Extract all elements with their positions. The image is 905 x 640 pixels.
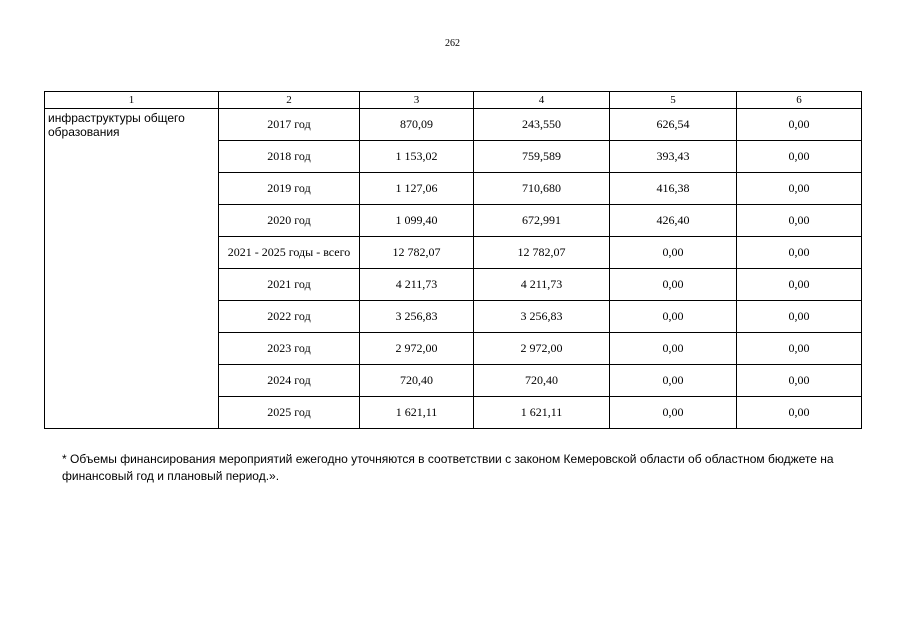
col5-cell: 416,38 <box>610 173 737 205</box>
col3-cell: 1 153,02 <box>360 141 474 173</box>
period-cell: 2020 год <box>219 205 360 237</box>
table-header-row <box>45 92 862 109</box>
col6-cell: 0,00 <box>737 205 862 237</box>
col3-cell: 3 256,83 <box>360 301 474 333</box>
col6-cell: 0,00 <box>737 237 862 269</box>
period-cell: 2025 год <box>219 397 360 429</box>
col6-cell: 0,00 <box>737 301 862 333</box>
period-cell: 2018 год <box>219 141 360 173</box>
column-header: 2 <box>219 92 360 109</box>
col4-cell: 12 782,07 <box>474 237 610 269</box>
col3-cell: 1 621,11 <box>360 397 474 429</box>
col4-cell: 710,680 <box>474 173 610 205</box>
col4-cell: 243,550 <box>474 109 610 141</box>
period-cell: 2021 год <box>219 269 360 301</box>
col4-cell: 3 256,83 <box>474 301 610 333</box>
col4-cell: 759,589 <box>474 141 610 173</box>
column-header: 1 <box>45 92 219 109</box>
col3-cell: 720,40 <box>360 365 474 397</box>
column-header: 6 <box>737 92 862 109</box>
col3-cell: 1 127,06 <box>360 173 474 205</box>
col3-cell: 4 211,73 <box>360 269 474 301</box>
footnote: * Объемы финансирования мероприятий ежегодно уточняются в соответствии с законом Кемеровской области об областном бюджете на финансовый год и плановый период.». <box>62 452 834 483</box>
financing-table <box>44 91 862 429</box>
col4-cell: 720,40 <box>474 365 610 397</box>
table-row <box>45 109 862 141</box>
col6-cell: 0,00 <box>737 269 862 301</box>
col6-cell: 0,00 <box>737 173 862 205</box>
col6-cell: 0,00 <box>737 397 862 429</box>
col5-cell: 0,00 <box>610 333 737 365</box>
period-cell: 2017 год <box>219 109 360 141</box>
col5-cell: 0,00 <box>610 237 737 269</box>
col6-cell: 0,00 <box>737 333 862 365</box>
col5-cell: 426,40 <box>610 205 737 237</box>
col4-cell: 2 972,00 <box>474 333 610 365</box>
col3-cell: 2 972,00 <box>360 333 474 365</box>
period-cell: 2024 год <box>219 365 360 397</box>
col4-cell: 1 621,11 <box>474 397 610 429</box>
period-cell: 2022 год <box>219 301 360 333</box>
col5-cell: 0,00 <box>610 397 737 429</box>
col3-cell: 870,09 <box>360 109 474 141</box>
col5-cell: 0,00 <box>610 301 737 333</box>
col6-cell: 0,00 <box>737 109 862 141</box>
col5-cell: 626,54 <box>610 109 737 141</box>
column-header: 4 <box>474 92 610 109</box>
col5-cell: 0,00 <box>610 365 737 397</box>
period-cell: 2021 - 2025 годы - всего <box>219 237 360 269</box>
col4-cell: 672,991 <box>474 205 610 237</box>
col4-cell: 4 211,73 <box>474 269 610 301</box>
period-cell: 2019 год <box>219 173 360 205</box>
column-header: 5 <box>610 92 737 109</box>
col5-cell: 0,00 <box>610 269 737 301</box>
col6-cell: 0,00 <box>737 365 862 397</box>
col3-cell: 1 099,40 <box>360 205 474 237</box>
page-number: 262 <box>445 38 460 49</box>
activity-name-cell: инфраструктуры общего образования <box>45 109 219 429</box>
col6-cell: 0,00 <box>737 141 862 173</box>
col5-cell: 393,43 <box>610 141 737 173</box>
period-cell: 2023 год <box>219 333 360 365</box>
column-header: 3 <box>360 92 474 109</box>
col3-cell: 12 782,07 <box>360 237 474 269</box>
